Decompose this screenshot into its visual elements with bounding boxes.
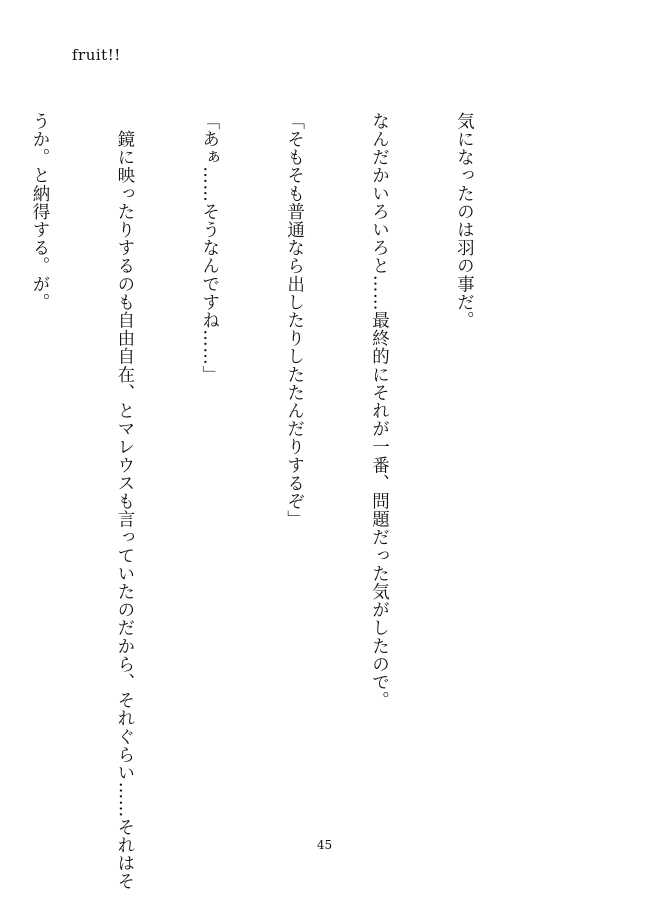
text-line: うか。と納得する。が。 (29, 112, 50, 312)
text-line: なんだかいろいろと……最終的にそれが一番、問題だった気がしたので。 (369, 112, 390, 710)
text-line: 鏡に映ったりするのも自由自在、とマレウスも言っていたのだから、それぐらい……それはそ (114, 112, 135, 891)
running-header: fruit!! (72, 46, 121, 64)
text-line: 「あぁ……そうなんですね……」 (199, 112, 220, 384)
page-number: 45 (316, 838, 333, 852)
text-line: 気になったのは羽の事だ。 (454, 112, 475, 330)
text-line: 「そもそも普通なら出したりしたたんだりするぞ」 (284, 112, 305, 529)
